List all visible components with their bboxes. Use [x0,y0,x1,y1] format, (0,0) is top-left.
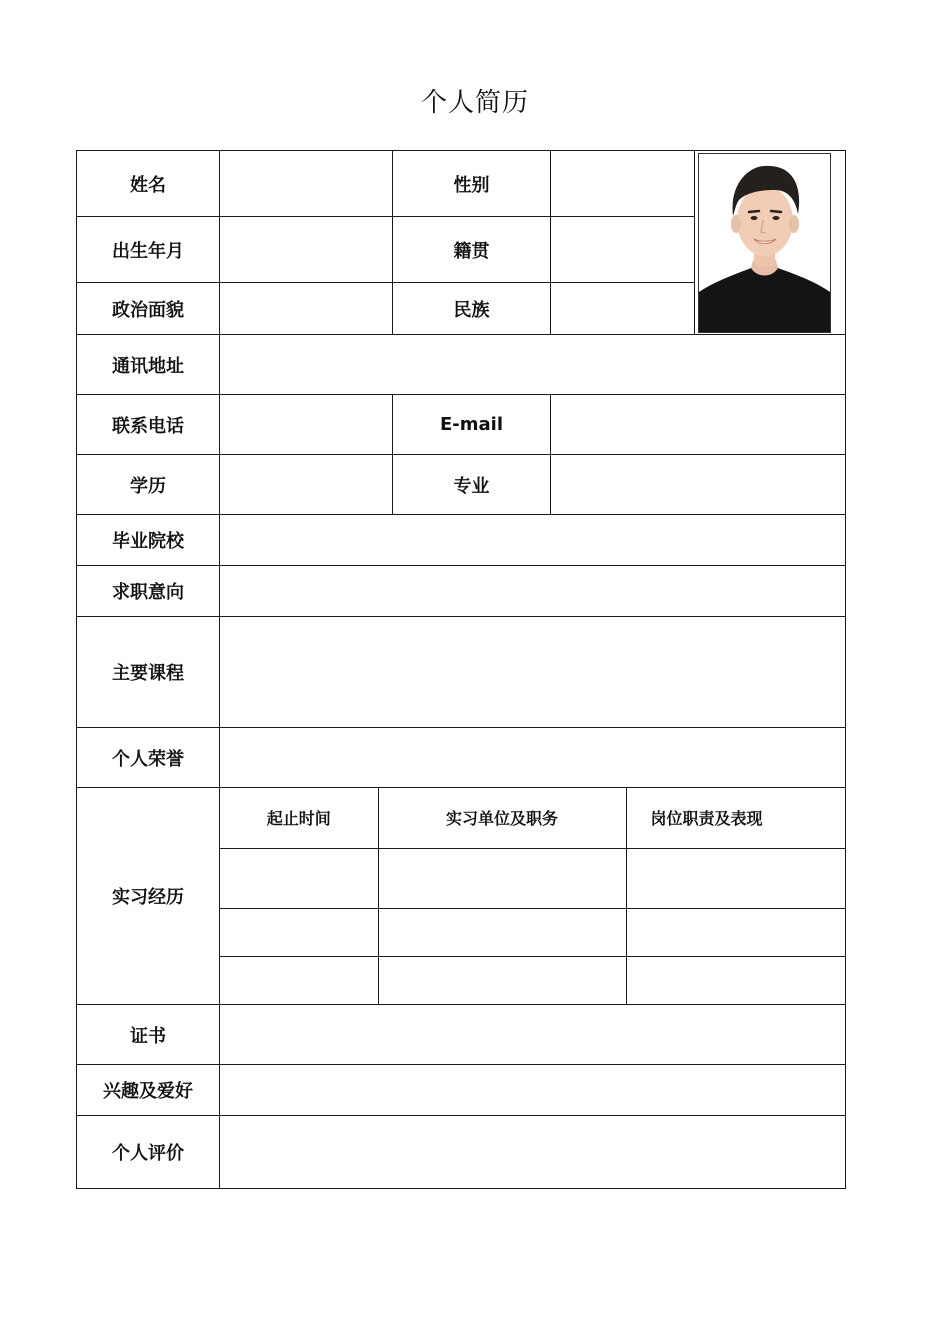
certificates-value[interactable] [220,1005,846,1065]
email-value[interactable] [551,395,846,455]
name-label: 姓名 [77,151,220,217]
internship-cell-duties[interactable] [626,848,846,908]
phone-value[interactable] [220,395,393,455]
internship-header-period: 起止时间 [220,788,378,848]
internship-cell-company[interactable] [378,908,626,956]
major-label: 专业 [393,455,551,515]
internship-cell-company[interactable] [378,848,626,908]
native-place-label: 籍贯 [393,217,551,283]
courses-value[interactable] [220,617,846,728]
job-intention-value[interactable] [220,566,846,617]
internship-header-duties: 岗位职责及表现 [626,788,846,848]
courses-label: 主要课程 [77,617,220,728]
certificates-label: 证书 [77,1005,220,1065]
internship-cell-duties[interactable] [626,956,846,1004]
resume-table [76,150,846,1189]
profile-photo [698,153,831,333]
political-status-label: 政治面貌 [77,283,220,335]
education-value[interactable] [220,455,393,515]
hobbies-value[interactable] [220,1065,846,1116]
email-label: E-mail [393,395,551,455]
major-value[interactable] [551,455,846,515]
internship-header-company: 实习单位及职务 [378,788,626,848]
native-place-value[interactable] [551,217,695,283]
gender-label: 性别 [393,151,551,217]
internship-label: 实习经历 [77,788,220,1005]
hobbies-label: 兴趣及爱好 [77,1065,220,1116]
internship-cell-period[interactable] [220,848,378,908]
internship-table [220,788,846,1004]
birth-label: 出生年月 [77,217,220,283]
self-evaluation-value[interactable] [220,1116,846,1189]
page-title: 个人简历 [420,88,529,118]
internship-cell-duties[interactable] [626,908,846,956]
gender-value[interactable] [551,151,695,217]
birth-value[interactable] [220,217,393,283]
honors-value[interactable] [220,728,846,788]
photo-cell [695,151,846,335]
honors-label: 个人荣誉 [77,728,220,788]
name-value[interactable] [220,151,393,217]
internship-cell-period[interactable] [220,908,378,956]
address-value[interactable] [220,335,846,395]
ethnicity-label: 民族 [393,283,551,335]
phone-label: 联系电话 [77,395,220,455]
school-value[interactable] [220,515,846,566]
job-intention-label: 求职意向 [77,566,220,617]
school-label: 毕业院校 [77,515,220,566]
education-label: 学历 [77,455,220,515]
address-label: 通讯地址 [77,335,220,395]
internship-cell [220,788,846,1005]
internship-cell-company[interactable] [378,956,626,1004]
self-evaluation-label: 个人评价 [77,1116,220,1189]
political-status-value[interactable] [220,283,393,335]
ethnicity-value[interactable] [551,283,695,335]
portrait-image [699,154,830,332]
internship-cell-period[interactable] [220,956,378,1004]
